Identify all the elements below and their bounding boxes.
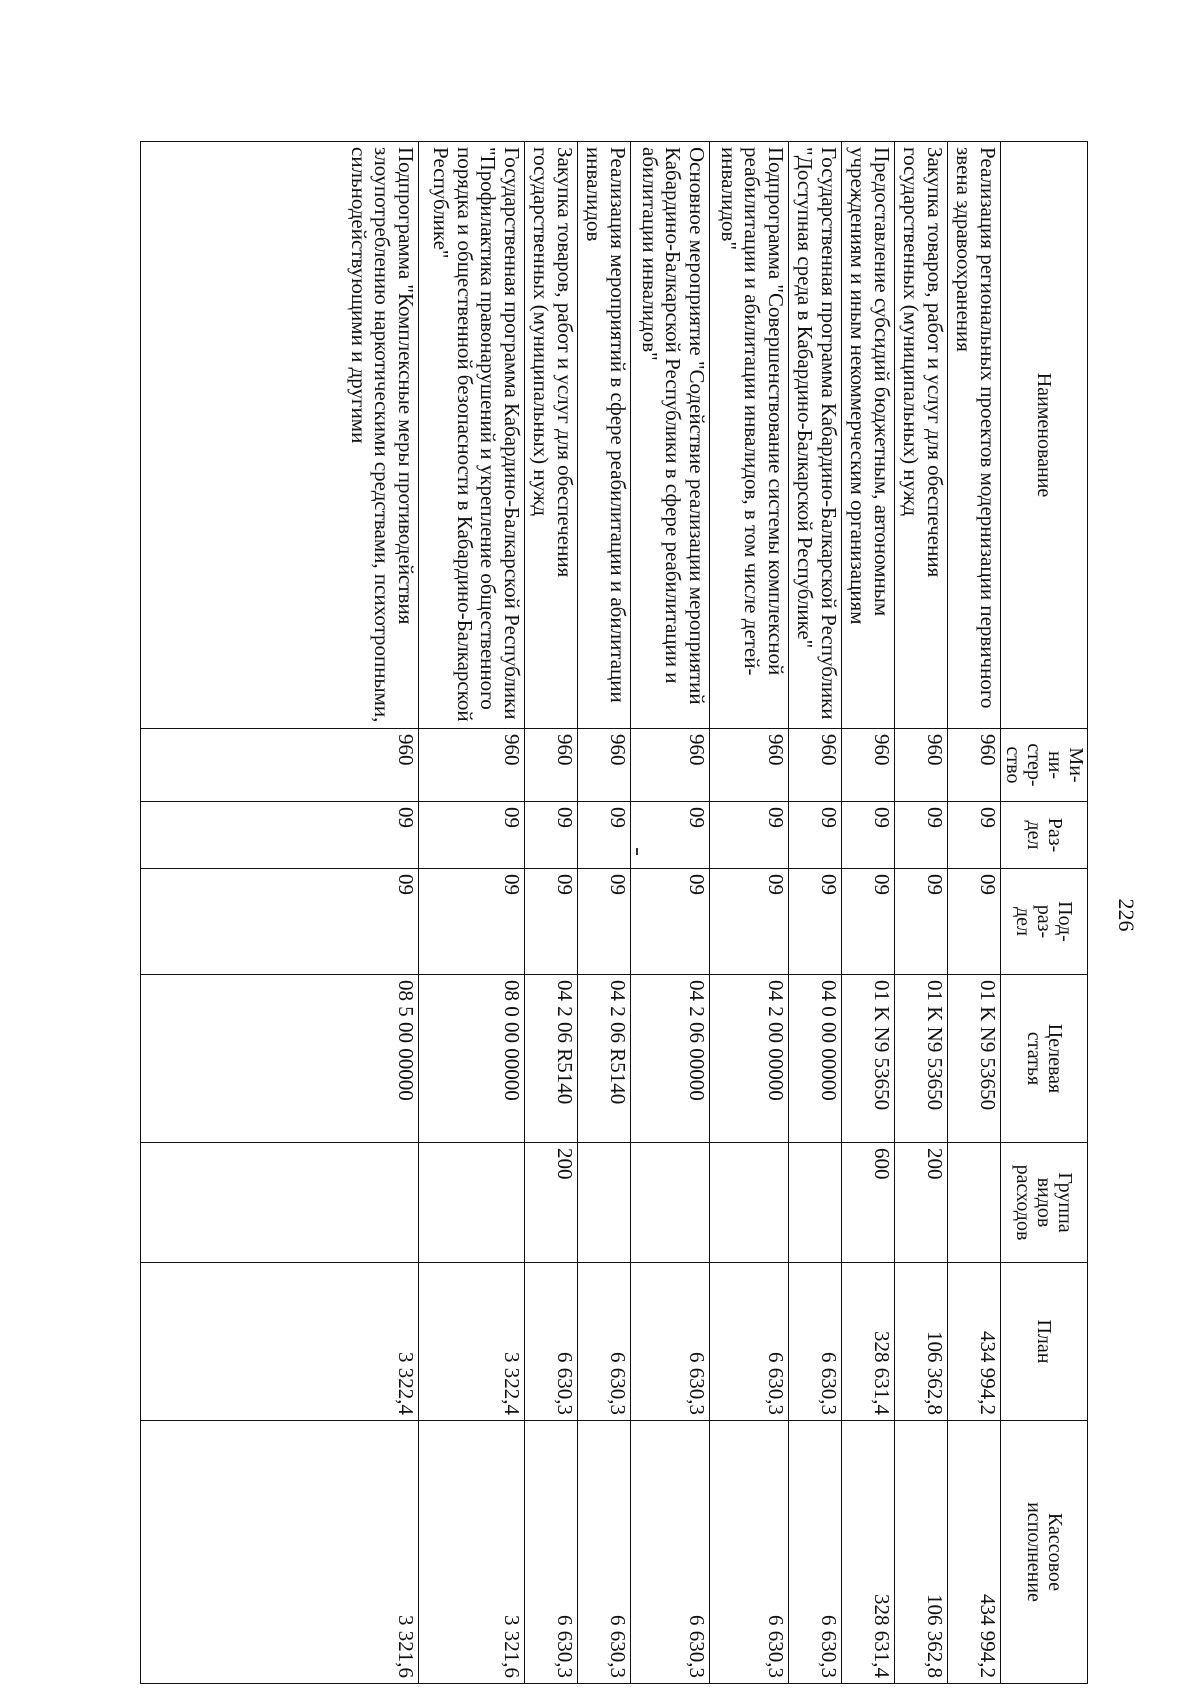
cell-name: Основное мероприятие "Содействие реализации мероприятий Кабардино-Балкарской Республики в сфере реабилитации и абилитации инвалидов" [631,142,710,729]
cell-section: 09 [141,802,419,869]
table-row [895,142,948,1684]
table-row [789,142,842,1684]
cell-subsection: 09 [895,869,948,975]
cell-name: Реализация мероприятий в сфере реабилитации и абилитации инвалидов [578,142,631,729]
budget-table [140,141,1088,1684]
cell-execution: 6 630,3 [578,1421,631,1684]
cell-name: Закупка товаров, работ и услуг для обеспечения государственных (муниципальных) нужд [895,142,948,729]
table-row [631,142,710,1684]
cell-section: 09 [419,802,525,869]
cell-target-article: 01 K N9 53650 [948,975,1001,1143]
cell-ministry: 960 [419,729,525,802]
header-expense-group: Группа видов расходов [1001,1143,1088,1263]
cell-name: Закупка товаров, работ и услуг для обеспечения государственных (муниципальных) нужд [525,142,578,729]
cell-target-article: 04 2 06 00000 [631,975,710,1143]
cell-section: 09 [525,802,578,869]
cell-execution: 106 362,8 [895,1421,948,1684]
header-ministry: Ми- ни- стер- ство [1001,729,1088,802]
cell-section: 09 [710,802,789,869]
cell-execution: 328 631,4 [842,1421,895,1684]
cell-plan: 6 630,3 [789,1263,842,1421]
cell-expense-group [948,1143,1001,1263]
cell-expense-group [710,1143,789,1263]
table-row [141,142,419,1684]
cell-plan: 3 322,4 [141,1263,419,1421]
cell-plan: 6 630,3 [631,1263,710,1421]
table-header-row [1001,142,1088,1684]
cell-execution: 434 994,2 [948,1421,1001,1684]
cell-ministry: 960 [710,729,789,802]
cell-ministry: 960 [842,729,895,802]
cell-expense-group [631,1143,710,1263]
cell-name: Государственная программа Кабардино-Балкарской Республики "Профилактика правонарушений и укрепление общественного порядка и общественной безопасности в Кабардино-Балкарской Республике" [419,142,525,729]
table-body [141,142,1001,1684]
cell-ministry: 960 [141,729,419,802]
header-execution: Кассовое исполнение [1001,1421,1088,1684]
cell-expense-group: 200 [525,1143,578,1263]
cell-ministry: 960 [895,729,948,802]
cell-subsection: 09 [419,869,525,975]
cell-subsection: 09 [631,869,710,975]
cell-plan: 3 322,4 [419,1263,525,1421]
header-target-article: Целевая статья [1001,975,1088,1143]
cell-expense-group [789,1143,842,1263]
table-row [842,142,895,1684]
table-row [710,142,789,1684]
cell-ministry: 960 [789,729,842,802]
table-row [578,142,631,1684]
cell-target-article: 04 0 00 00000 [789,975,842,1143]
cell-section: 09 [578,802,631,869]
cell-plan: 6 630,3 [525,1263,578,1421]
cell-execution: 6 630,3 [710,1421,789,1684]
cell-execution: 6 630,3 [631,1421,710,1684]
table-row [419,142,525,1684]
cell-name: Подпрограмма "Совершенствование системы комплексной реабилитации и абилитации инвалидов, в том числе детей-инвалидов" [710,142,789,729]
cell-plan: 328 631,4 [842,1263,895,1421]
cell-plan: 6 630,3 [578,1263,631,1421]
header-section: Раз- дел [1001,802,1088,869]
table-row [948,142,1001,1684]
cell-execution: 6 630,3 [525,1421,578,1684]
cell-execution: 3 321,6 [141,1421,419,1684]
header-name: Наименование [1001,142,1088,729]
cell-name: Реализация региональных проектов модернизации первичного звена здравоохранения [948,142,1001,729]
cell-execution: 3 321,6 [419,1421,525,1684]
cell-section: 09 [842,802,895,869]
cell-target-article: 01 K N9 53650 [895,975,948,1143]
cell-subsection: 09 [948,869,1001,975]
cell-target-article: 01 K N9 53650 [842,975,895,1143]
cell-subsection: 09 [842,869,895,975]
header-plan: План [1001,1263,1088,1421]
cell-ministry: 960 [631,729,710,802]
cell-target-article: 08 0 00 00000 [419,975,525,1143]
cell-target-article: 04 2 06 R5140 [525,975,578,1143]
cell-subsection: 09 [789,869,842,975]
cell-subsection: 09 [578,869,631,975]
cell-subsection: 09 [141,869,419,975]
cell-ministry: 960 [578,729,631,802]
cell-expense-group [419,1143,525,1263]
cell-plan: 6 630,3 [710,1263,789,1421]
cell-execution: 6 630,3 [789,1421,842,1684]
cell-ministry: 960 [948,729,1001,802]
cell-subsection: 09 [710,869,789,975]
cell-target-article: 04 2 00 00000 [710,975,789,1143]
cell-name: Подпрограмма "Комплексные меры противодействия злоупотреблению наркотическими средствами, психотропными, сильнодействующими и другими [141,142,419,729]
cell-subsection: 09 [525,869,578,975]
cell-target-article: 04 2 06 R5140 [578,975,631,1143]
cell-target-article: 08 5 00 00000 [141,975,419,1143]
cell-section: 09 [789,802,842,869]
page-number: 226 [1114,898,1139,932]
cell-plan: 434 994,2 [948,1263,1001,1421]
cell-name: Предоставление субсидий бюджетным, автономным учреждениям и иным некоммерческим организациям [842,142,895,729]
table-row [525,142,578,1684]
header-subsection: Под- раз- дел [1001,869,1088,975]
budget-table-rotated [140,141,1088,1683]
cell-section: 09 [948,802,1001,869]
cell-ministry: 960 [525,729,578,802]
cell-expense-group [578,1143,631,1263]
cell-name: Государственная программа Кабардино-Балкарской Республики "Доступная среда в Кабардино-Балкарской Республике" [789,142,842,729]
cell-expense-group [141,1143,419,1263]
cell-section: 09 [895,802,948,869]
cell-expense-group: 600 [842,1143,895,1263]
cell-section: 09 [631,802,710,869]
cell-expense-group: 200 [895,1143,948,1263]
cell-plan: 106 362,8 [895,1263,948,1421]
